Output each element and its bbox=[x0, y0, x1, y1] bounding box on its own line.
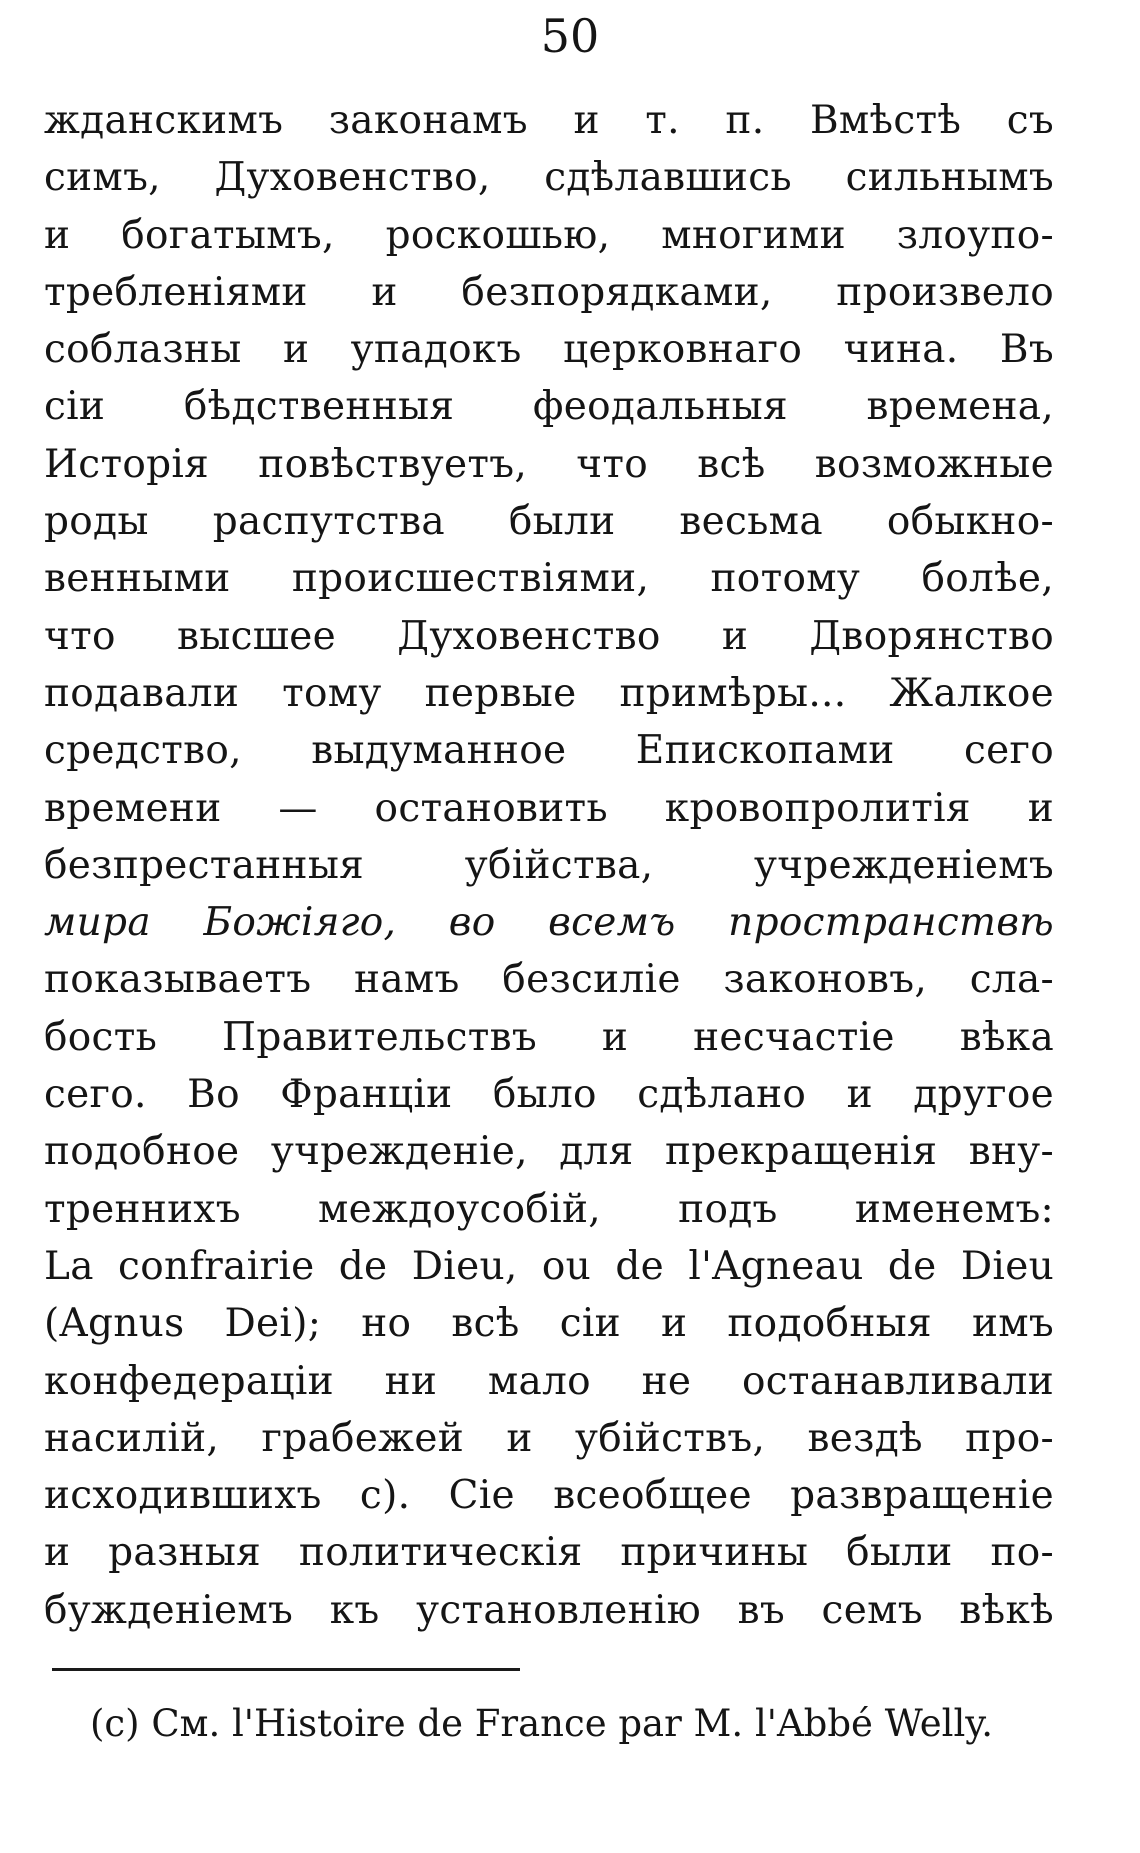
text-line: что высшее Духовенство и Дворянство bbox=[44, 613, 1054, 659]
text-line: (Agnus Dei); но всѣ сіи и подобныя имъ bbox=[44, 1301, 1054, 1347]
text-line: подобное учрежденіе, для прекращенія вну- bbox=[44, 1129, 1054, 1175]
text-line: и богатымъ, роскошью, многими злоупо- bbox=[44, 212, 1054, 258]
text-line: подавали тому первые примѣры... Жалкое bbox=[44, 670, 1054, 716]
text-line: бость Правительствъ и несчастіе вѣка bbox=[44, 1014, 1054, 1060]
text-line: симъ, Духовенство, сдѣлавшись сильнымъ bbox=[44, 155, 1054, 201]
footnote: (c) См. l'Histoire de France par M. l'Abbé Welly. bbox=[90, 1702, 994, 1745]
text-line: соблазны и упадокъ церковнаго чина. Въ bbox=[44, 327, 1054, 373]
text-line: безпрестанныя убійства, учрежденіемъ bbox=[44, 842, 1054, 888]
text-line: венными происшествіями, потому болѣе, bbox=[44, 556, 1054, 602]
text-line: времени — остановить кровопролитія и bbox=[44, 785, 1054, 831]
text-line: сіи бѣдственныя феодальныя времена, bbox=[44, 384, 1054, 430]
body-text bbox=[44, 92, 1054, 1639]
text-line: La confrairie de Dieu, ou de l'Agneau de Dieu bbox=[44, 1243, 1054, 1289]
text-line: насилій, грабежей и убійствъ, вездѣ про- bbox=[44, 1415, 1054, 1461]
text-line: сего. Во Франціи было сдѣлано и другое bbox=[44, 1072, 1054, 1118]
text-line: бужденіемъ къ установленію въ семъ вѣкѣ bbox=[44, 1587, 1054, 1633]
text-line: средство, выдуманное Епископами сего bbox=[44, 728, 1054, 774]
text-line: требленіями и безпорядками, произвело bbox=[44, 269, 1054, 315]
text-line: Исторія повѣствуетъ, что всѣ возможные bbox=[44, 441, 1054, 487]
text-line: исходившихъ c). Сіе всеобщее развращеніе bbox=[44, 1473, 1054, 1519]
text-line: роды распутства были весьма обыкно- bbox=[44, 499, 1054, 545]
text-line: конфедераціи ни мало не останавливали bbox=[44, 1358, 1054, 1404]
text-line: показываетъ намъ безсиліе законовъ, сла- bbox=[44, 957, 1054, 1003]
text-line-italic: мира Божіяго, во всемъ пространствѣ bbox=[44, 900, 1054, 946]
page-number: 50 bbox=[540, 9, 600, 63]
text-line: треннихъ междоусобій, подъ именемъ: bbox=[44, 1186, 1054, 1232]
footnote-divider bbox=[52, 1668, 520, 1671]
text-line: жданскимъ законамъ и т. п. Вмѣстѣ съ bbox=[44, 98, 1054, 143]
text-line: и разныя политическія причины были по- bbox=[44, 1530, 1054, 1576]
